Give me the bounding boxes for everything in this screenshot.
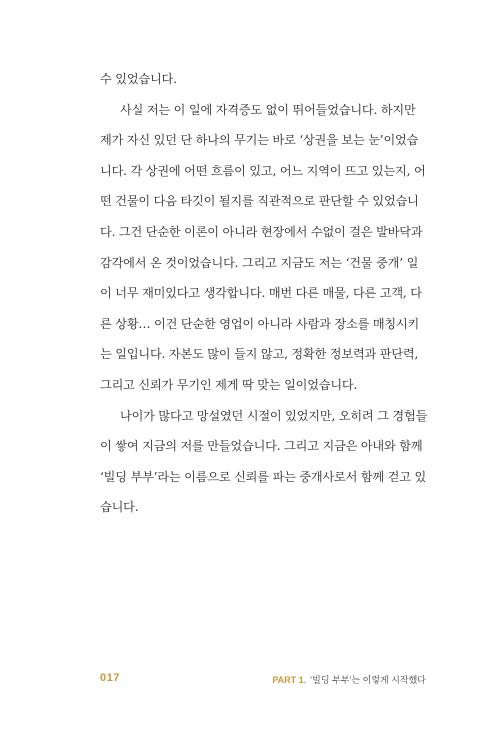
page-footer	[100, 672, 426, 688]
body-line: 다. 그건 단순한 이론이 아니라 현장에서 수없이 걸은 발바닥과	[100, 224, 423, 239]
chapter-title: ‘빌딩 부부’는 이렇게 시작했다	[310, 675, 426, 685]
body-line: 습니다.	[100, 500, 139, 515]
body-line: 그리고 신뢰가 무기인 제게 딱 맞는 일이었습니다.	[100, 377, 358, 392]
body-line: 나이가 많다고 망설였던 시절이 있었지만, 오히려 그 경험들	[120, 408, 428, 423]
body-line: 떤 건물이 다음 타깃이 될지를 직관적으로 판단할 수 있었습니	[100, 194, 419, 209]
body-line: 감각에서 온 것이었습니다. 그리고 지금도 저는 ‘건물 중개’ 일	[100, 255, 419, 270]
part-label: PART 1.	[272, 675, 307, 685]
body-line: 는 일입니다. 자본도 많이 들지 않고, 정확한 정보력과 판단력,	[100, 347, 419, 362]
body-line: ‘빌딩 부부’라는 이름으로 신뢰를 파는 중개사로서 함께 걷고 있	[100, 469, 427, 484]
body-line: 이 너무 재미있다고 생각합니다. 매번 다른 매물, 다른 고객, 다	[100, 286, 422, 301]
page-number: 017	[100, 672, 120, 684]
body-line: 이 쌓여 지금의 저를 만들었습니다. 그리고 지금은 아내와 함께	[100, 439, 423, 454]
body-line: 제가 자신 있던 단 하나의 무기는 바로 ‘상권을 보는 눈’이었습	[100, 133, 419, 148]
running-head	[272, 673, 426, 686]
body-line: 사실 저는 이 일에 자격증도 없이 뛰어들었습니다. 하지만	[120, 102, 416, 117]
body-line: 수 있었습니다.	[100, 72, 177, 86]
body-line: 니다. 각 상권에 어떤 흐름이 있고, 어느 지역이 뜨고 있는지, 어	[100, 163, 426, 178]
body-text	[100, 64, 426, 523]
body-line: 른 상황… 이건 단순한 영업이 아니라 사람과 장소를 매칭시키	[100, 316, 420, 331]
